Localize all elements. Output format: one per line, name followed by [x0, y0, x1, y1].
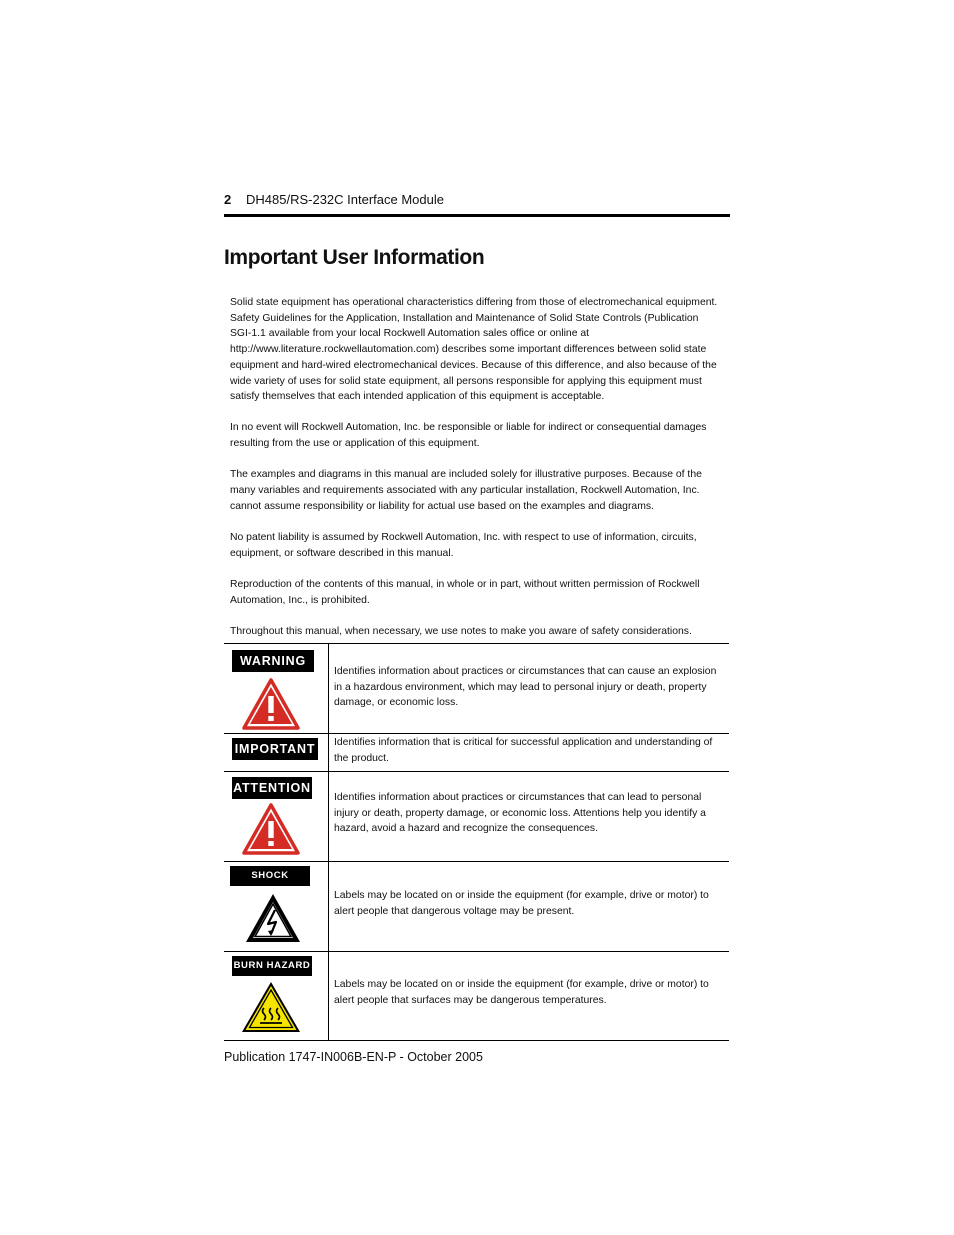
warning-triangle-icon — [242, 678, 300, 730]
paragraph-reproduction: Reproduction of the contents of this manual, in whole or in part, without written permission of Rockwell Automation, Inc., is prohibited. — [230, 578, 700, 606]
note-label-cell — [224, 772, 329, 861]
note-label-cell — [224, 862, 329, 951]
page-title: Important User Information — [224, 246, 485, 269]
header-rule — [224, 214, 730, 217]
shock-hazard-label: SHOCK HAZARD — [230, 866, 310, 886]
note-text-burn-hazard: Labels may be located on or inside the equipment (for example, drive or motor) to alert people that surfaces may be dangerous temperatures. — [334, 979, 709, 1006]
paragraph-solid-state: Solid state equipment has operational characteristics differing from those of electromechanical equipment. Safety Guidelines for the Application, Installation and Maintenance of Solid State Controls (Publication SGI-1.1 available from your local Rockwell Automation sales office or online at http://www.literature.rockwellautomation.com) describes some important differences between solid state equipment and hard-wired electromechanical devices. Because of this difference, and also because of the wide variety of uses for solid state equipment, all persons responsible for applying this equipment must satisfy themselves that each intended application of this equipment is acceptable. — [230, 297, 718, 403]
burn-hazard-icon — [240, 980, 302, 1034]
note-burn-hazard — [224, 952, 729, 1041]
warning-triangle-icon — [242, 803, 300, 855]
note-text-attention: Identifies information about practices or circumstances that can lead to personal injury or death, property damage, or economic loss. Attentions help you identify a hazard, avoid a hazard and recognize the consequences. — [334, 792, 706, 835]
note-label-cell — [224, 644, 329, 733]
publication-footer: Publication 1747-IN006B-EN-P - October 2005 — [224, 1050, 483, 1064]
page-number: 2 — [224, 192, 232, 207]
shock-hazard-icon — [244, 892, 302, 944]
warning-label: WARNING — [232, 650, 314, 672]
paragraph-liability: In no event will Rockwell Automation, Inc. be responsible or liable for indirect or consequential damages resulting from the use or application of this equipment. — [230, 422, 707, 450]
note-text-shock-hazard: Labels may be located on or inside the equipment (for example, drive or motor) to alert people that dangerous voltage may be present. — [334, 890, 709, 917]
important-label: IMPORTANT — [232, 738, 318, 760]
note-shock-hazard — [224, 862, 729, 952]
attention-label: ATTENTION — [232, 777, 312, 799]
note-label-cell — [224, 952, 329, 1040]
running-title: DH485/RS-232C Interface Module — [246, 192, 444, 207]
note-text-important: Identifies information that is critical for successful application and understanding of the product. — [334, 737, 713, 764]
note-text-warning: Identifies information about practices or circumstances that can cause an explosion in a hazardous environment, which may lead to personal injury or death, property damage, or economic loss. — [334, 666, 717, 709]
body-text — [230, 295, 722, 655]
note-attention — [224, 772, 729, 862]
paragraph-examples: The examples and diagrams in this manual are included solely for illustrative purposes. Because of the many variables and requirements associated with any particular installation, Rockwell Automation, Inc. cannot assume responsibility or liability for actual use based on the examples and diagrams. — [230, 469, 702, 512]
paragraph-patent: No patent liability is assumed by Rockwell Automation, Inc. with respect to use of information, circuits, equipment, or software described in this manual. — [230, 531, 697, 559]
paragraph-safety-notes: Throughout this manual, when necessary, we use notes to make you aware of safety considerations. — [230, 625, 692, 637]
note-label-cell — [224, 734, 329, 771]
note-warning — [224, 644, 729, 734]
safety-notes-table — [224, 643, 729, 1041]
note-important — [224, 734, 729, 772]
burn-hazard-label: BURN HAZARD — [232, 956, 312, 976]
running-header — [224, 192, 729, 216]
